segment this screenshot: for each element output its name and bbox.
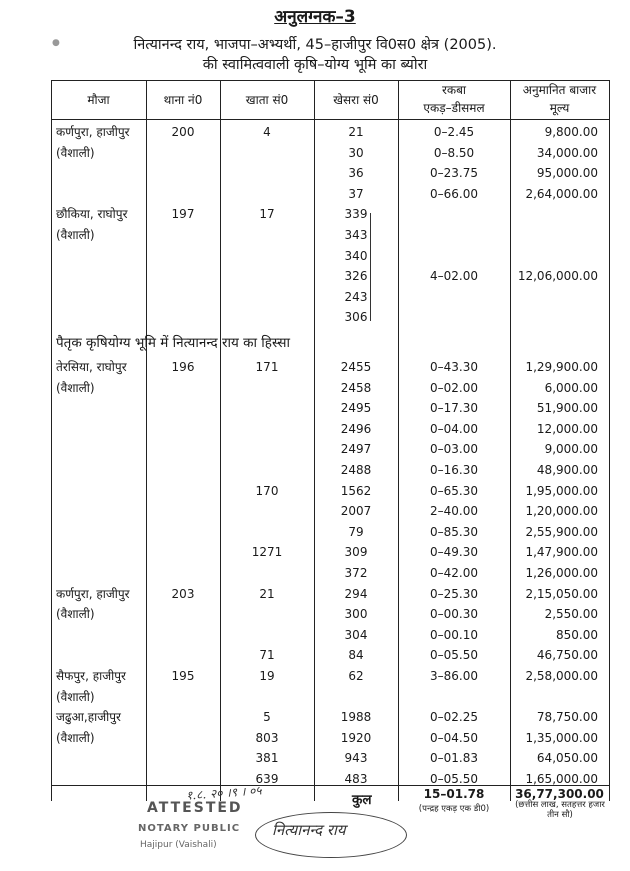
area-cell: 0–85.30 — [430, 524, 478, 539]
khata-cell: 71 — [259, 648, 275, 663]
header-thana: थाना नं0 — [163, 93, 203, 107]
area-cell: 0–8.50 — [433, 145, 475, 160]
khata-cell: 21 — [259, 586, 275, 601]
area-cell: 0–00.10 — [430, 627, 478, 642]
area-cell: 0–04.00 — [430, 421, 478, 436]
value-cell: 1,20,000.00 — [525, 504, 598, 519]
mouza-cell: (वैशाली) — [56, 689, 95, 704]
khesra-cell: 2488 — [340, 463, 372, 477]
mouza-cell: (वैशाली) — [56, 730, 95, 745]
khesra-cell: 62 — [348, 669, 364, 683]
thana-cell: 203 — [171, 586, 195, 601]
area-cell: 0–01.83 — [430, 751, 478, 766]
total-label: कुल — [352, 792, 372, 808]
khesra-cell: 243 — [344, 289, 368, 304]
khesra-cell: 21 — [348, 125, 364, 139]
area-cell: 0–66.00 — [430, 186, 478, 201]
header-mouza: मौजा — [87, 93, 110, 107]
khesra-cell: 294 — [344, 586, 368, 601]
khata-cell: 5 — [263, 710, 271, 725]
value-cell: 51,900.00 — [536, 401, 598, 416]
value-cell: 2,15,050.00 — [525, 586, 598, 601]
header-value-title: अनुमानित बाजार — [522, 83, 597, 97]
area-cell: 0–65.30 — [430, 483, 478, 498]
khesra-group-bracket — [370, 213, 371, 321]
notary-place: Hajipur (Vaishali) — [140, 840, 217, 850]
area-cell: 0–17.30 — [430, 401, 478, 416]
area-cell: 0–23.75 — [430, 166, 478, 181]
khesra-cell: 37 — [348, 186, 364, 201]
khata-cell: 17 — [259, 207, 275, 222]
khesra-cell: 340 — [344, 248, 368, 263]
col-divider — [146, 80, 147, 801]
khata-cell: 381 — [255, 751, 279, 766]
value-cell: 1,26,000.00 — [525, 566, 598, 580]
heading-line-2: की स्वामित्ववाली कृषि–योग्य भूमि का ब्योरा — [202, 57, 428, 73]
khesra-cell: 1988 — [340, 710, 372, 725]
area-cell: 0–04.50 — [430, 730, 478, 745]
khesra-cell: 84 — [348, 648, 364, 663]
area-cell: 0–2.45 — [433, 125, 475, 139]
header-khesra: खेसरा सं0 — [333, 93, 379, 107]
value-cell: 1,35,000.00 — [525, 730, 598, 745]
khesra-cell: 943 — [344, 751, 368, 766]
khesra-cell: 79 — [348, 524, 364, 539]
mouza-cell: (वैशाली) — [56, 607, 95, 622]
value-cell: 46,750.00 — [536, 648, 598, 663]
khesra-cell: 2455 — [340, 360, 372, 374]
value-cell: 9,800.00 — [544, 125, 598, 139]
value-cell: 2,55,900.00 — [525, 524, 598, 539]
total-area: 15–01.78 — [423, 787, 485, 801]
khata-cell: 19 — [259, 669, 275, 683]
khesra-cell: 300 — [344, 607, 368, 622]
mouza-cell: तेरसिया, राघोपुर — [56, 360, 127, 374]
area-cell: 0–05.50 — [430, 772, 478, 786]
khata-cell: 4 — [263, 125, 271, 139]
khesra-cell: 309 — [344, 545, 368, 560]
khesra-cell: 339 — [344, 207, 368, 222]
annex-title: अनुलग्नक–3 — [274, 7, 356, 27]
thana-cell: 200 — [171, 125, 195, 139]
khesra-cell: 483 — [344, 772, 368, 786]
header-bottom-border — [51, 119, 610, 120]
value-cell: 850.00 — [556, 627, 598, 642]
signature: नित्यानन्द राय — [272, 821, 346, 839]
area-cell: 4–02.00 — [430, 269, 478, 284]
section-heading: पैतृक कृषियोग्य भूमि में नित्यानन्द राय का हिस्सा — [56, 335, 290, 351]
value-cell: 9,000.00 — [544, 442, 598, 457]
bullet-mark: ● — [52, 38, 60, 48]
total-value: 36,77,300.00 — [515, 787, 604, 801]
area-cell: 0–03.00 — [430, 442, 478, 457]
attested-stamp: ATTESTED — [147, 800, 243, 816]
value-cell: 12,000.00 — [536, 421, 598, 436]
khesra-cell: 372 — [344, 566, 368, 580]
value-cell: 48,900.00 — [536, 463, 598, 477]
khata-cell: 171 — [255, 360, 279, 374]
khata-cell: 639 — [255, 772, 279, 786]
handwritten-date: १.८. २० ।९ । ०५ — [185, 783, 263, 803]
area-cell: 0–02.00 — [430, 380, 478, 395]
mouza-cell: (वैशाली) — [56, 228, 95, 242]
col-divider — [51, 80, 52, 801]
value-cell: 2,58,000.00 — [525, 669, 598, 683]
value-cell: 2,550.00 — [544, 607, 598, 622]
mouza-cell: जढुआ,हाजीपुर — [56, 710, 121, 725]
area-cell: 0–02.25 — [430, 710, 478, 725]
khata-cell: 1271 — [251, 545, 283, 560]
area-cell: 0–16.30 — [430, 463, 478, 477]
khata-cell: 803 — [255, 730, 279, 745]
area-cell: 0–00.30 — [430, 607, 478, 622]
khesra-cell: 2007 — [340, 504, 372, 519]
value-cell: 6,000.00 — [544, 380, 598, 395]
col-divider — [220, 80, 221, 801]
khesra-cell: 1562 — [340, 483, 372, 498]
area-cell: 0–25.30 — [430, 586, 478, 601]
mouza-cell: छौकिया, राघोपुर — [56, 207, 128, 222]
header-area-unit: एकड़–डीसमल — [423, 101, 485, 115]
khesra-cell: 36 — [348, 166, 364, 181]
table-top-border — [51, 80, 610, 81]
mouza-cell: (वैशाली) — [56, 145, 95, 160]
mouza-cell: सैफपुर, हाजीपुर — [56, 669, 126, 683]
mouza-cell: कर्णपुरा, हाजीपुर — [56, 586, 130, 601]
value-cell: 1,65,000.00 — [525, 772, 598, 786]
heading-line-1: नित्यानन्द राय, भाजपा–अभ्यर्थी, 45–हाजीपुर वि0स0 क्षेत्र (2005). — [133, 37, 497, 53]
khesra-cell: 2497 — [340, 442, 372, 457]
area-cell: 0–43.30 — [430, 360, 478, 374]
khesra-cell: 2496 — [340, 421, 372, 436]
khesra-cell: 2495 — [340, 401, 372, 416]
khata-cell: 170 — [255, 483, 279, 498]
col-divider — [609, 80, 610, 801]
mouza-cell: (वैशाली) — [56, 380, 95, 395]
value-cell: 78,750.00 — [536, 710, 598, 725]
mouza-cell: कर्णपुरा, हाजीपुर — [56, 125, 130, 139]
area-cell: 0–42.00 — [430, 566, 478, 580]
khesra-cell: 304 — [344, 627, 368, 642]
area-cell: 0–05.50 — [430, 648, 478, 663]
header-area-title: रकबा — [441, 83, 467, 97]
total-area-words: (पन्द्रह एकड़ एक डी0) — [418, 804, 490, 814]
thana-cell: 196 — [171, 360, 195, 374]
value-cell: 34,000.00 — [536, 145, 598, 160]
thana-cell: 197 — [171, 207, 195, 222]
khesra-cell: 306 — [344, 310, 368, 325]
value-cell: 1,95,000.00 — [525, 483, 598, 498]
notary-stamp: NOTARY PUBLIC — [138, 823, 241, 834]
value-cell: 1,47,900.00 — [525, 545, 598, 560]
khesra-cell: 30 — [348, 145, 364, 160]
value-cell: 2,64,000.00 — [525, 186, 598, 201]
area-cell: 3–86.00 — [430, 669, 478, 683]
khesra-cell: 326 — [344, 269, 368, 284]
header-value-unit: मूल्य — [549, 101, 570, 115]
area-cell: 2–40.00 — [430, 504, 478, 519]
value-cell: 1,29,900.00 — [525, 360, 598, 374]
khesra-cell: 2458 — [340, 380, 372, 395]
header-khata: खाता सं0 — [245, 93, 289, 107]
khesra-cell: 1920 — [340, 730, 372, 745]
total-value-words: (छत्तीस लाख, सतहत्तर हजार तीन सौ) — [515, 800, 605, 820]
value-cell: 12,06,000.00 — [517, 269, 598, 284]
value-cell: 95,000.00 — [536, 166, 598, 181]
khesra-cell: 343 — [344, 228, 368, 242]
area-cell: 0–49.30 — [430, 545, 478, 560]
thana-cell: 195 — [171, 669, 195, 683]
value-cell: 64,050.00 — [536, 751, 598, 766]
